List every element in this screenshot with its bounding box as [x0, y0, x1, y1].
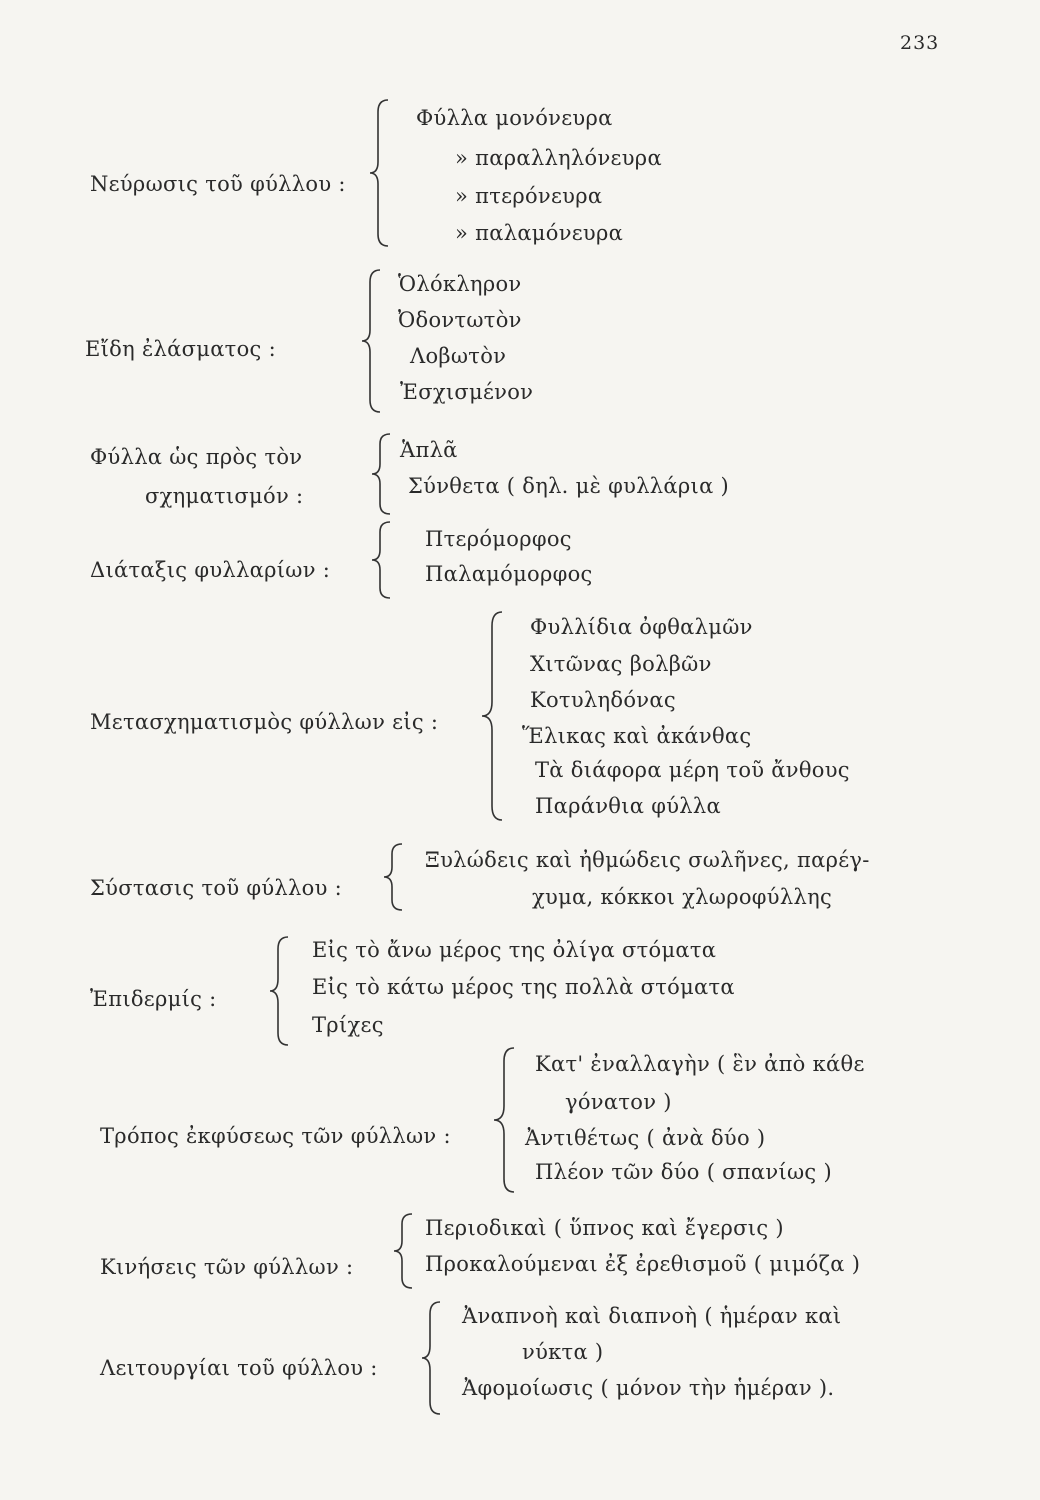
list-item: Λοβωτὸν	[410, 344, 507, 368]
brace	[420, 1300, 444, 1416]
page-number: 233	[900, 32, 940, 54]
brace	[268, 935, 292, 1047]
section-label-neurosis: Νεύρωσις τοῦ φύλλου :	[90, 172, 346, 196]
list-item: Ἀναπνοὴ καὶ διαπνοὴ ( ἡμέραν καὶ	[462, 1304, 842, 1328]
list-item: Πλέον τῶν δύο ( σπανίως )	[535, 1160, 832, 1184]
list-item: Ἐσχισμένον	[400, 380, 534, 404]
list-item: Περιοδικαὶ ( ὕπνος καὶ ἔγερσις )	[425, 1216, 784, 1240]
list-item: Παράνθια φύλλα	[535, 794, 721, 818]
section-label-blade-types: Εἴδη ἐλάσματος :	[85, 337, 276, 361]
list-item: χυμα, κόκκοι χλωροφύλλης	[532, 885, 833, 909]
list-item: Φυλλίδια ὀφθαλμῶν	[530, 615, 753, 639]
list-item: γόνατον )	[565, 1090, 672, 1114]
section-label-leaf-arrangement: Τρόπος ἐκφύσεως τῶν φύλλων :	[100, 1124, 451, 1148]
section-label-formation-line1: Φύλλα ὡς πρὸς τὸν	[90, 445, 303, 469]
section-label-formation-line2: σχηματισμόν :	[145, 484, 304, 508]
section-label-movements: Κινήσεις τῶν φύλλων :	[100, 1255, 354, 1279]
list-item: Τὰ διάφορα μέρη τοῦ ἄνθους	[535, 758, 850, 782]
list-item: Τρίχες	[312, 1013, 384, 1037]
list-item: Σύνθετα ( δηλ. μὲ φυλλάρια )	[408, 474, 730, 498]
brace	[360, 268, 384, 414]
section-label-epidermis: Ἐπιδερμίς :	[90, 987, 217, 1011]
list-item: Χιτῶνας βολβῶν	[530, 652, 712, 676]
list-item: Εἰς τὸ κάτω μέρος της πολλὰ στόματα	[312, 975, 735, 999]
list-item: Ἁπλᾶ	[400, 438, 458, 462]
list-item: Εἰς τὸ ἄνω μέρος της ὀλίγα στόματα	[312, 938, 717, 962]
list-item: » παραλληλόνευρα	[455, 146, 662, 170]
section-label-transformation: Μετασχηματισμὸς φύλλων εἰς :	[90, 710, 439, 734]
brace	[370, 432, 394, 516]
list-item: Κατ' ἐναλλαγὴν ( ἓν ἀπὸ κάθε	[535, 1052, 865, 1076]
brace	[368, 98, 392, 248]
list-item: Ὁλόκληρον	[398, 272, 522, 296]
list-item: Παλαμόμορφος	[425, 562, 593, 586]
brace	[370, 520, 394, 600]
list-item: Ἕλικας καὶ ἀκάνθας	[522, 724, 752, 748]
list-item: Προκαλούμεναι ἐξ ἐρεθισμοῦ ( μιμόζα )	[425, 1252, 861, 1276]
list-item: Ἀφομοίωσις ( μόνον τὴν ἡμέραν ).	[462, 1376, 835, 1400]
list-item: Πτερόμορφος	[425, 527, 572, 551]
list-item: Φύλλα μονόνευρα	[416, 106, 613, 130]
brace	[382, 842, 406, 912]
brace	[492, 1046, 518, 1194]
list-item: νύκτα )	[522, 1340, 604, 1364]
list-item: Ὀδοντωτὸν	[398, 308, 522, 332]
section-label-functions: Λειτουργίαι τοῦ φύλλου :	[100, 1356, 378, 1380]
section-label-leaflet-arrangement: Διάταξις φυλλαρίων :	[90, 558, 331, 582]
list-item: Κοτυληδόνας	[530, 688, 676, 712]
list-item: Ἀντιθέτως ( ἀνὰ δύο )	[525, 1126, 766, 1150]
list-item: » πτερόνευρα	[455, 184, 603, 208]
section-label-composition: Σύστασις τοῦ φύλλου :	[90, 876, 343, 900]
list-item: Ξυλώδεις καὶ ἠθμώδεις σωλῆνες, παρέγ-	[425, 848, 870, 872]
brace	[480, 610, 506, 822]
brace	[392, 1212, 416, 1290]
list-item: » παλαμόνευρα	[455, 221, 624, 245]
